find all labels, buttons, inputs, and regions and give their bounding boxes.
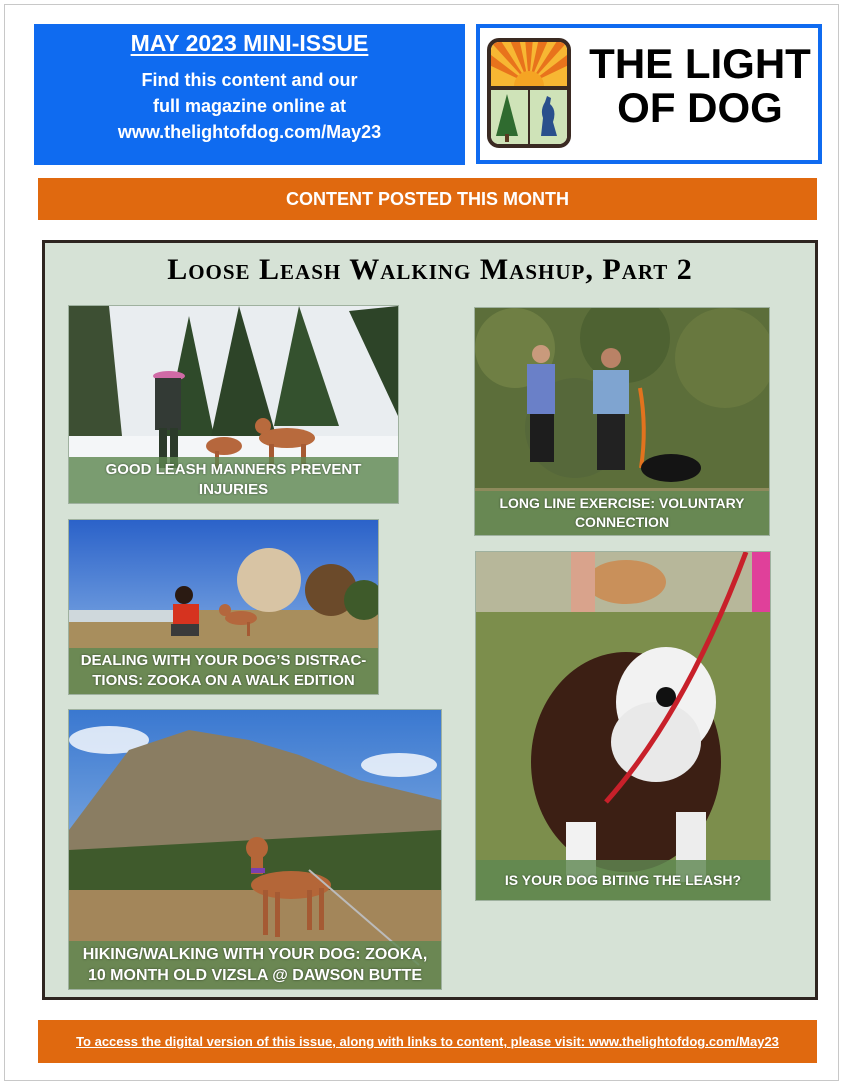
online-line-1: Find this content and our: [141, 70, 358, 90]
article-tile-hiking[interactable]: [68, 709, 442, 990]
article-caption: GOOD LEASH MANNERS PREVENT INJURIES: [69, 457, 398, 503]
footer-bar: [38, 1020, 817, 1063]
magazine-logo-box: [476, 24, 822, 164]
article-tile-leash-biting[interactable]: [475, 551, 771, 901]
article-caption: DEALING WITH YOUR DOG’S DISTRAC-TIONS: ZOOKA ON A WALK EDITION: [69, 648, 378, 694]
issue-title: MAY 2023 MINI-ISSUE: [130, 30, 369, 56]
article-tile-distractions[interactable]: [68, 519, 379, 695]
digital-issue-link[interactable]: To access the digital version of this issue, along with links to content, please visit: www.thelightofdog.com/May23: [76, 1034, 779, 1049]
article-caption: IS YOUR DOG BITING THE LEASH?: [476, 860, 770, 900]
article-caption: [69, 941, 441, 989]
article-caption: LONG LINE EXERCISE: VOLUNTARY CONNECTION: [475, 491, 769, 535]
feature-panel: [42, 240, 818, 1000]
article-tile-leash-manners[interactable]: [68, 305, 399, 504]
online-url[interactable]: www.thelightofdog.com/May23: [117, 122, 382, 142]
article-caption-text: HIKING/WALKING WITH YOUR DOG: ZOOKA, 10 MONTH OLD VIZSLA @ DAWSON BUTTE: [82, 946, 428, 984]
magazine-name-line-2: OF DOG: [617, 84, 783, 131]
section-label: CONTENT POSTED THIS MONTH: [286, 188, 569, 209]
article-tile-long-line[interactable]: [474, 307, 770, 536]
section-label-bar: [38, 178, 817, 220]
online-line-2: full magazine online at: [152, 96, 347, 116]
online-info: [34, 67, 465, 145]
puppy-biting-leash-image: [476, 552, 770, 900]
magazine-name-line-1: THE LIGHT: [589, 40, 811, 87]
magazine-name: [584, 42, 816, 130]
issue-info-box: [34, 24, 465, 165]
sun-tree-dog-logo-icon: [487, 38, 571, 148]
feature-title: Loose Leash Walking Mashup, Part 2: [167, 253, 693, 286]
